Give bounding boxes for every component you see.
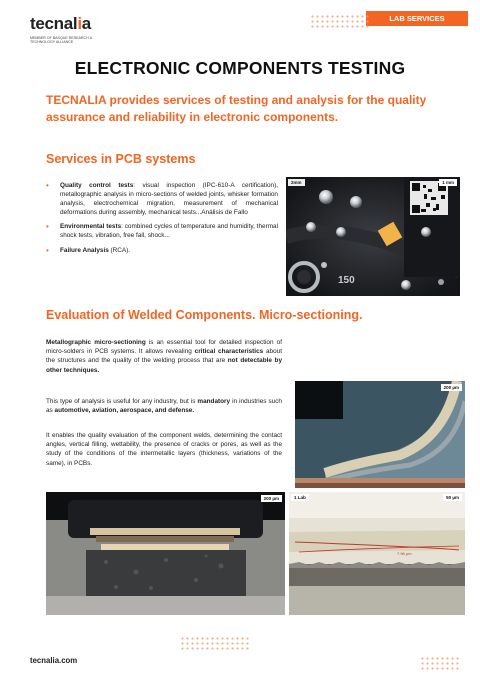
scale-label: 200 µm <box>261 495 282 502</box>
welded-heading: Evaluation of Welded Components. Micro-sectioning. <box>46 308 363 322</box>
micrograph-intermetallic-layer <box>289 492 465 615</box>
micrograph-cross-section <box>46 492 285 615</box>
list-item: • Failure Analysis (RCA). <box>46 246 278 255</box>
pcb-photo <box>286 177 460 296</box>
list-item: • Quality control tests: visual inspection (IPC-610-A certification), metallographic analysis in micro-sections of welded joints, whisker formation analysis, electrochemical migration, measurement of mechanical deformations during assembly, mechanical tests...Análisis de Fallo <box>46 181 278 217</box>
cross-section-drawing <box>46 492 285 615</box>
scale-label: 2mm <box>288 179 305 186</box>
logo-accent: i <box>77 14 82 33</box>
intro-text: TECNALIA provides services of testing and analysis for the quality assurance and reliability in electronic components. <box>46 93 427 124</box>
page-title: ELECTRONIC COMPONENTS TESTING <box>74 58 406 78</box>
micrograph-solder-joint <box>295 381 465 488</box>
measurement-label: 7.96 µm <box>397 551 412 556</box>
pcb-heading: Services in PCB systems <box>46 152 196 166</box>
logo-text: tecnal <box>30 14 78 33</box>
intermetallic-drawing <box>289 492 465 615</box>
scale-label: 50 µm <box>443 494 462 501</box>
scale-label: 1 Lab <box>291 494 309 501</box>
decorative-dots-corner <box>420 656 460 670</box>
pcb-photo-drawing <box>286 177 460 296</box>
logo-text-end: a <box>81 14 91 33</box>
pcb-services-list <box>46 181 278 260</box>
quality-evaluation-paragraph: It enables the quality evaluation of the component welds, determining the contact angles, vertical filling, wettability, the presence of cracks or pores, as well as the study of the conditions of the intermetallic layers (thickness, variations of the same), in PCBs. <box>46 432 282 467</box>
scale-label: 1 mm <box>439 179 457 186</box>
list-item: • Environmental tests: combined cycles of temperature and humidity, thermal shock tests, vibration, free fall, shock... <box>46 222 278 240</box>
logo-subtitle: MEMBER OF BASQUE RESEARCH & TECHNOLOGY ALLIANCE <box>30 36 93 45</box>
decorative-dots-bottom <box>180 636 250 650</box>
lab-services-badge: LAB SERVICES <box>366 11 468 26</box>
scale-label: 200 µm <box>441 384 462 391</box>
micrograph-drawing <box>295 381 465 488</box>
micro-sectioning-paragraph: Metallographic micro-sectioning is an essential tool for detailed inspection of micro-solders in PCB systems. It allows revealing critical characteristics about the structures and the quality of the welding process that are not detectable by other techniques. <box>46 339 282 374</box>
decorative-dots-top <box>310 14 370 28</box>
pcb-number: 150 <box>338 275 355 286</box>
mandatory-industries-paragraph: This type of analysis is useful for any industry, but is mandatory in industries such as automotive, aviation, aerospace, and defense. <box>46 398 282 415</box>
tecnalia-logo <box>30 14 91 34</box>
footer-url[interactable]: tecnalia.com <box>30 656 78 665</box>
